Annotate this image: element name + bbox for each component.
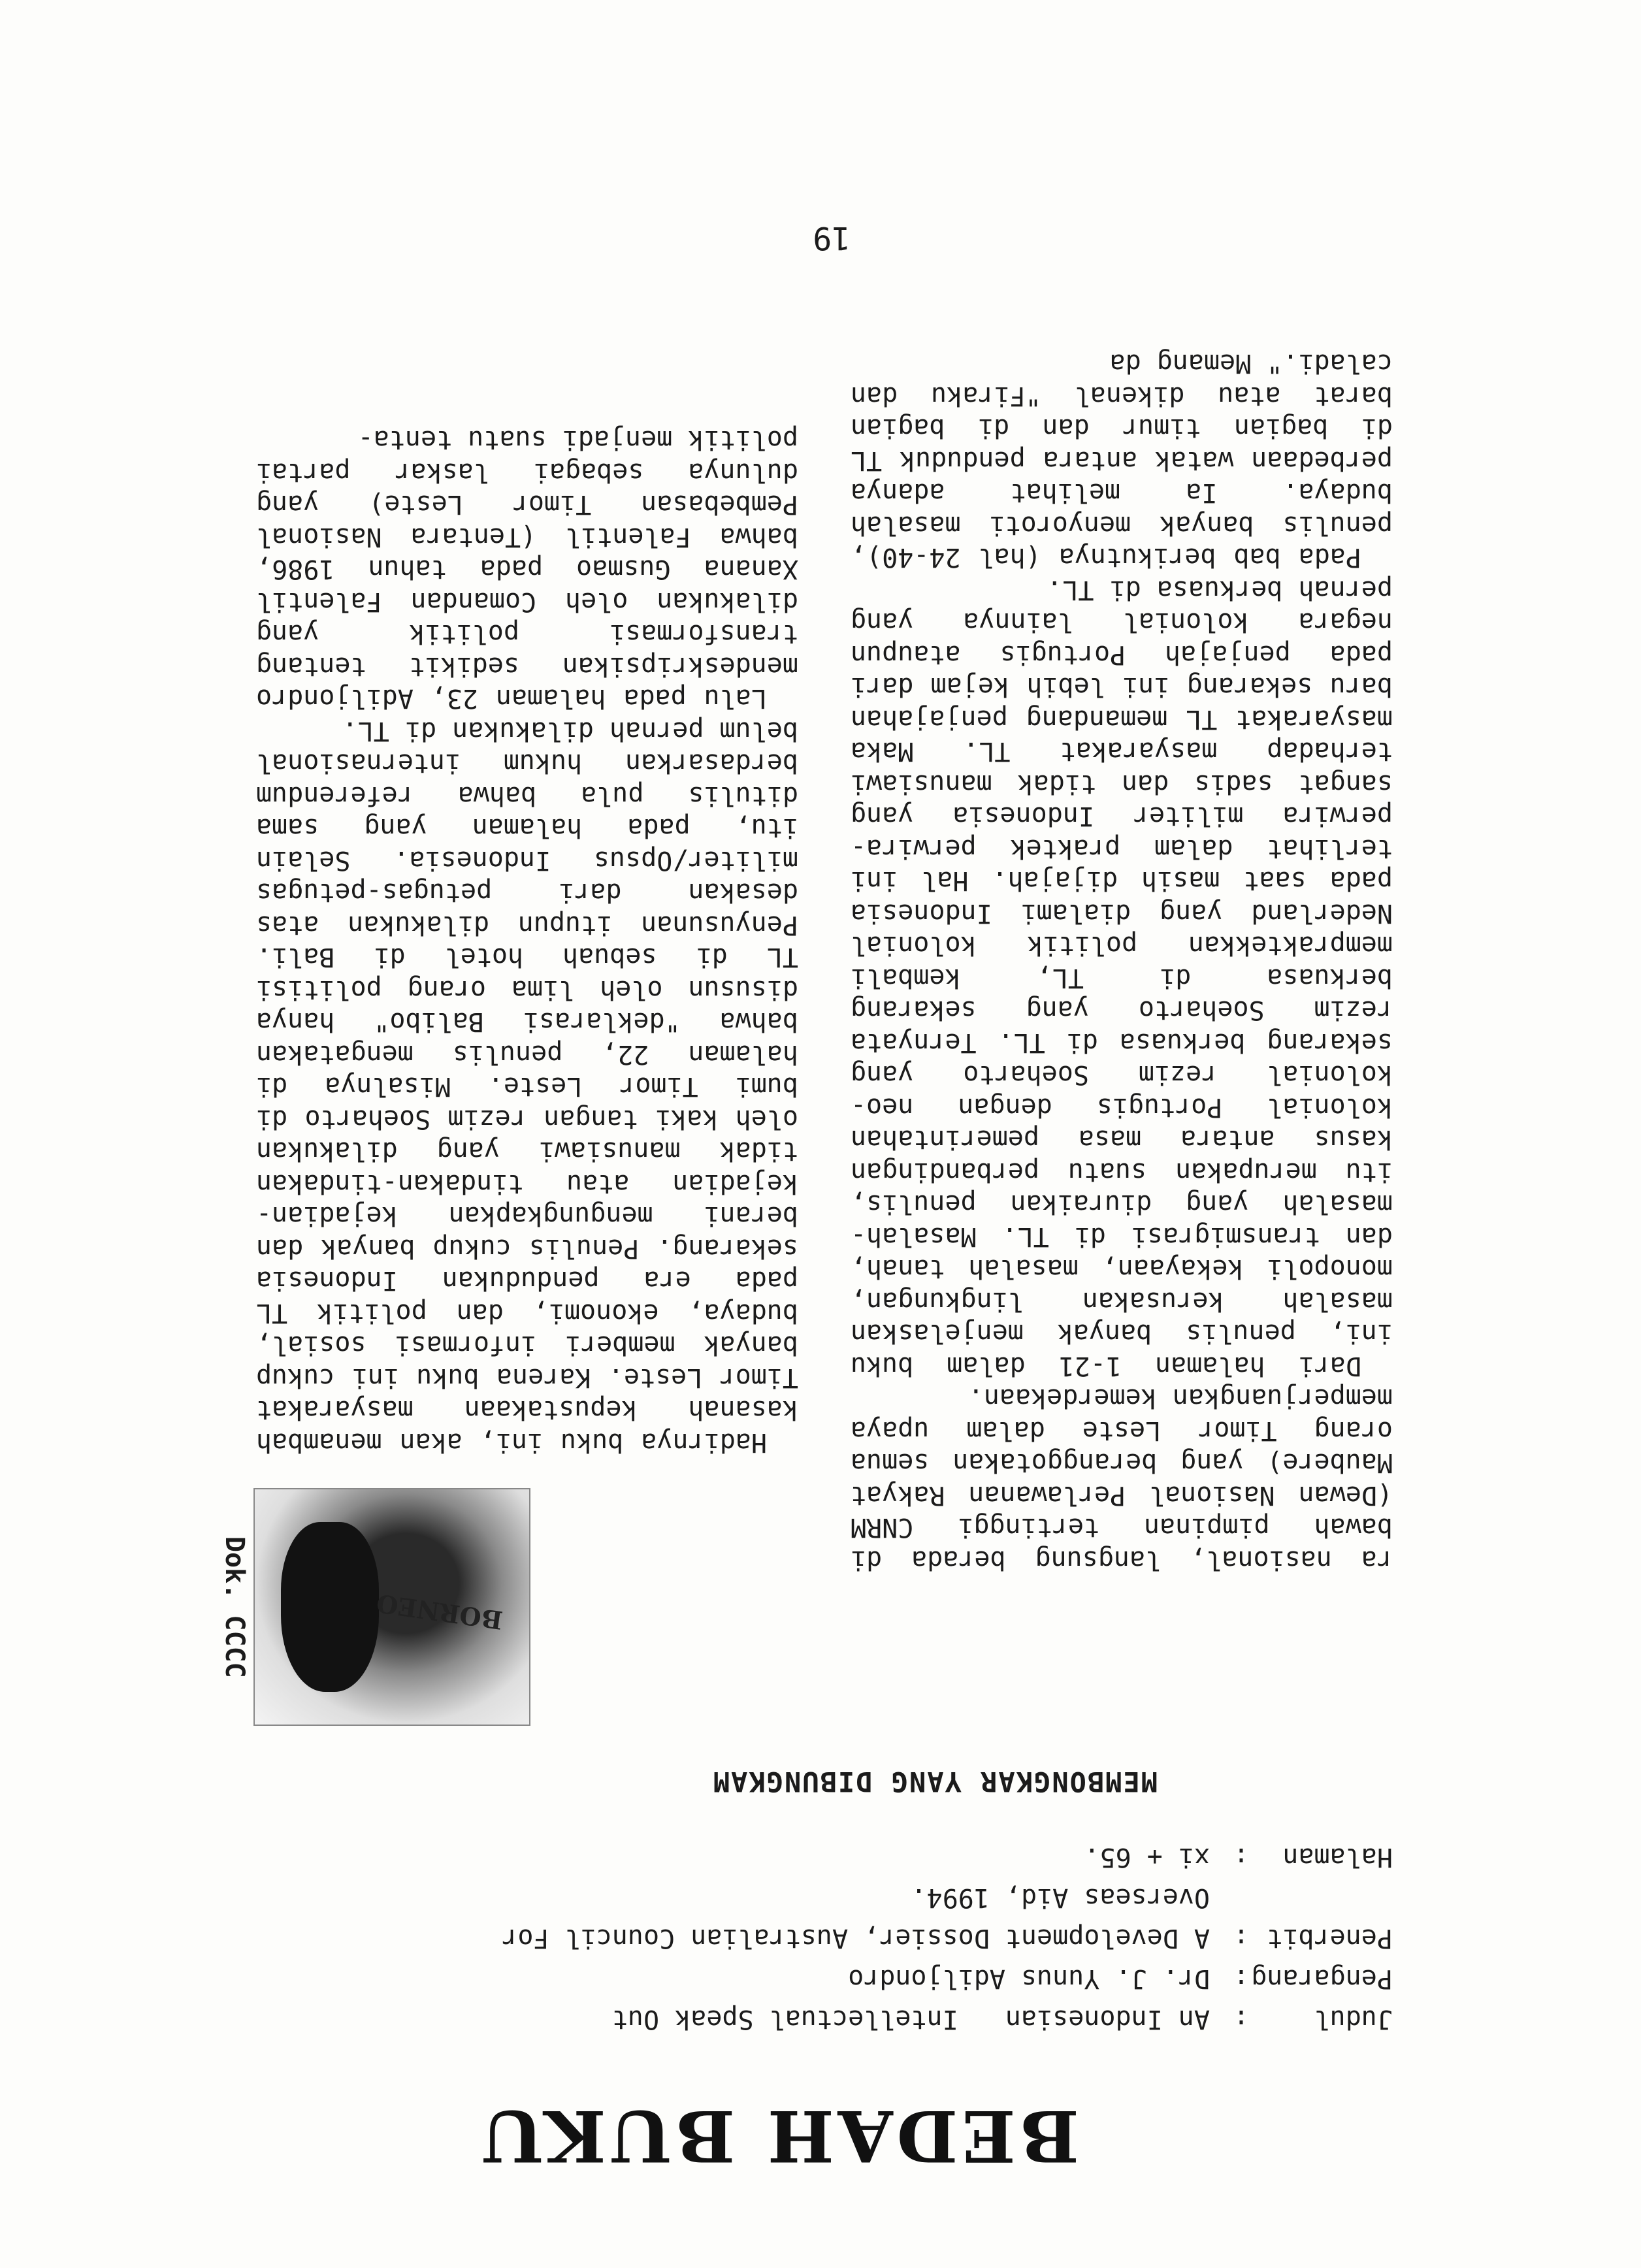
photo-figure [281, 1522, 379, 1692]
meta-separator: : [1233, 1964, 1249, 1994]
left-column [851, 347, 1393, 1576]
page-number: 19 [813, 219, 851, 256]
paragraph: ra nasional, langsung berada di bawah pimpinan tertinggi CNRM (Dewan Nasional Perlawanan Rakyat Maubere) yang beranggotakan semua orang Timor Leste dalam upaya memperjuangkan kemerdekaan. [851, 1383, 1393, 1575]
meta-halaman [152, 1837, 1393, 1877]
meta-value: xi + 65. [1084, 1842, 1210, 1872]
meta-label: Pengarang [1251, 1964, 1393, 1994]
meta-label: Halaman [1282, 1842, 1393, 1872]
meta-separator: : [1233, 2004, 1249, 2034]
meta-pengarang [152, 1958, 1393, 1999]
photo-credit: Dok. CCCC [219, 1536, 250, 1678]
photo-stamp: BORNEO [374, 1588, 505, 1636]
paragraph: Dari halaman 1-21 dalam buku ini, penulis banyak menjelaskan masalah kerusakan lingkungan, monopoli kekayaan, masalah tanah, dan transmigrasi di TL. Masalah-masalah yang diuraikan penulis, itu merupakan suatu perbandingan kasus antara masa pemerintahan kolonial Portugis dengan neo-kolonial rezim Soeharto yang sekarang berkuasa di TL. Ternyata rezim Soeharto yang sekarang berkuasa di TL, kembali mempraktekkan politik kolonial Nederland yang dialami Indonesia pada saat masih dijajah. Hal ini terlihat dalam praktek perwira-perwira militer Indonesia yang sangat sadis dan tidak manusiawi terhadap masyarakat TL. Maka masyarakat TL memandang penjajahan baru sekarang ini lebih kejam dari pada penjajah Portugis ataupun negara kolonial lainnya yang pernah berkuasa di TL. [851, 575, 1393, 1381]
photo [253, 1488, 530, 1726]
paragraph: Pada bab berikutnya (hal 24-40), penulis banyak menyoroti masalah budaya. Ia melihat adanya perbedaan watak antara penduduk TL di bagian timur dan di bagian barat atau dikenal "Firaku dan caladi." Memang da [851, 348, 1393, 573]
meta-penerbit [152, 1918, 1393, 1958]
paragraph: Lalu pada halaman 23, Adiljondro mendeskripsikan sedikit tentang transformasi politik yang dilakukan oleh Comandan Falentil Xanana Gusmao pada tahun 1986, bahwa Falentil (Tentara Nasional Pembebasan Timor Leste) yang dulunya sebagai laskar partai politik menjadi suatu tenta- [256, 425, 798, 714]
right-column [256, 423, 798, 1458]
paragraph: Hadirnya buku ini, akan menambah kasanah kepustakaan masyarakat Timor Leste. Karena buku ini cukup banyak memberi informasi sosial, budaya, ekonomi, dan politik TL pada era pendudukan Indonesia sekarang. Penulis cukup banyak dan berani mengungkapkan kejadian-kejadian atau tindakan-tindakan tidak manusiawi yang dilakukan oleh kaki tangan rezim Soeharto di bumi Timor Leste. Misalnya di halaman 22, penulis mengatakan bahwa "deklarasi Balibo" hanya disusun oleh lima orang politisi TL di sebuah hotel di Bali. Penyusunan itupun dilakukan atas desakan dari petugas-petugas militer/Opsus Indonesia. Selain itu, pada halaman yang sama ditulis pula bahwa referendum berdasarkan hukum internasional belum pernah dilakukan di TL. [256, 716, 798, 1457]
meta-separator: : [1233, 1842, 1249, 1872]
book-metadata [152, 1837, 1393, 2039]
meta-value: Overseas Aid, 1994. [911, 1883, 1210, 1913]
section-heading: MEMBONGKAR YANG DIBUNGKAM [711, 1766, 1158, 1798]
meta-value: Dr. J. Yunus Adiljondro [848, 1964, 1210, 1994]
meta-value: An Indonesian Intellectual Speak Out [611, 2004, 1210, 2034]
meta-separator: : [1233, 1923, 1249, 1953]
page-title: BEDAH BUKU [478, 2094, 1079, 2177]
meta-penerbit-continued [152, 1877, 1393, 1918]
meta-label: Judul [1314, 2004, 1393, 2034]
meta-label: Penerbit [1267, 1923, 1393, 1953]
meta-value: A Development Dossier, Australian Council For [502, 1923, 1210, 1953]
meta-judul [152, 1999, 1393, 2039]
